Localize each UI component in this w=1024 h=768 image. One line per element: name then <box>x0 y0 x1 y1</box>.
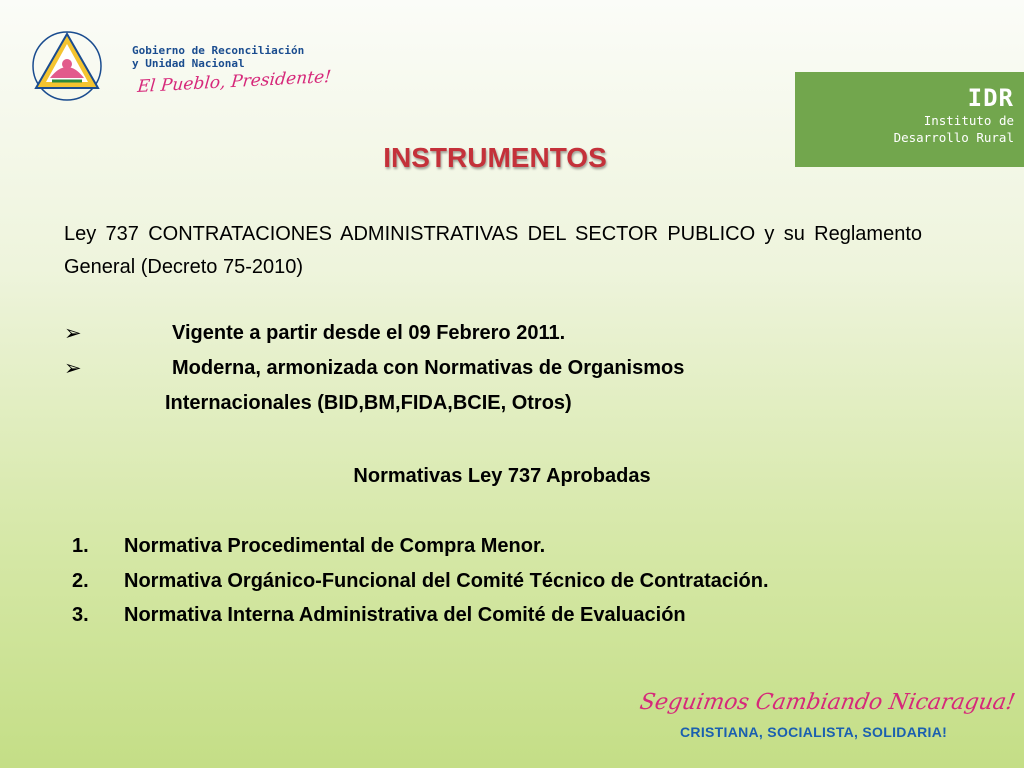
idr-name-line2: Desarrollo Rural <box>893 130 1014 145</box>
government-logo <box>28 26 332 106</box>
slide-title: INSTRUMENTOS <box>383 142 607 173</box>
footer-values: CRISTIANA, SOCIALISTA, SOLIDARIA! <box>680 724 948 740</box>
bullet-text: Moderna, armonizada con Normativas de Organismos <box>172 357 685 379</box>
list-text: Normativa Interna Administrativa del Comité de Evaluación <box>124 604 686 626</box>
list-text: Normativa Orgánico-Funcional del Comité Técnico de Contratación. <box>124 570 769 592</box>
arrow-bullet-icon: ➢ <box>64 322 82 345</box>
list-number: 3. <box>72 604 89 626</box>
government-name-line1: Gobierno de Reconciliación <box>132 44 305 57</box>
section-subtitle: Normativas Ley 737 Aprobadas <box>353 465 651 487</box>
government-name-line2: y Unidad Nacional <box>132 57 245 70</box>
idr-name-line1: Instituto de <box>923 113 1014 128</box>
bullet-text: Vigente a partir desde el 09 Febrero 2011. <box>172 322 566 344</box>
bullet-text-continuation: Internacionales (BID,BM,FIDA,BCIE, Otros) <box>165 392 572 414</box>
list-text: Normativa Procedimental de Compra Menor. <box>124 535 546 557</box>
list-number: 2. <box>72 570 89 592</box>
arrow-bullet-icon: ➢ <box>64 357 82 380</box>
idr-abbreviation: IDR <box>967 84 1014 112</box>
intro-paragraph: Ley 737 CONTRATACIONES ADMINISTRATIVAS DEL SECTOR PUBLICO y su Reglamento General (Decreto 75-2010) <box>64 223 922 278</box>
list-number: 1. <box>72 535 89 557</box>
footer-slogan: Seguimos Cambiando Nicaragua! <box>637 690 1018 715</box>
nicaragua-emblem-icon <box>28 26 106 104</box>
government-slogan: El Pueblo, Presidente! <box>136 66 332 98</box>
